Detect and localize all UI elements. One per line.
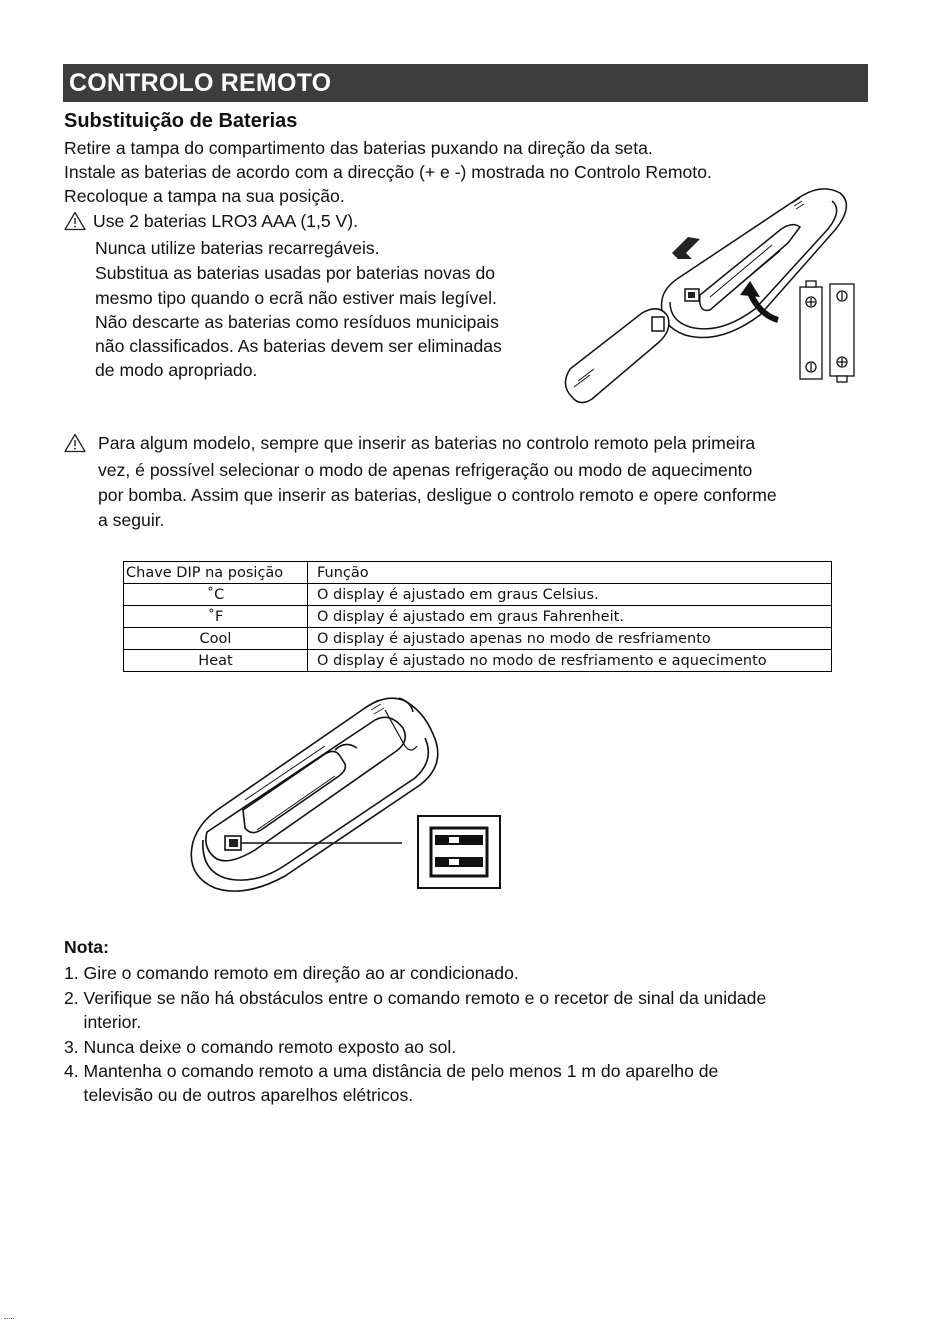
table-cell: ˚C: [124, 584, 308, 606]
dip-switch-table: [123, 561, 832, 672]
nota-item: 4. Mantenha o comando remoto a uma distância de pelo menos 1 m do aparelho de: [64, 1061, 719, 1081]
instruction-line: Recoloque a tampa na sua posição.: [64, 186, 345, 206]
table-cell: O display é ajustado em graus Fahrenheit.: [308, 606, 832, 628]
instruction-line: Retire a tampa do compartimento das baterias puxando na direção da seta.: [64, 138, 653, 158]
nota-title: Nota:: [64, 937, 109, 957]
table-row: [124, 584, 832, 606]
table-cell: O display é ajustado em graus Celsius.: [308, 584, 832, 606]
table-cell: ˚F: [124, 606, 308, 628]
table-row: [124, 628, 832, 650]
battery-cover-icon: [565, 309, 668, 403]
nota-item: 1. Gire o comando remoto em direção ao ar condicionado.: [64, 963, 519, 983]
remote-control-icon: [191, 698, 437, 891]
nota-item: 2. Verifique se não há obstáculos entre o comando remoto e o recetor de sinal da unidade: [64, 988, 767, 1008]
dip-switch-icon: [418, 816, 500, 888]
table-cell: Cool: [124, 628, 308, 650]
warning-line: mesmo tipo quando o ecrã não estiver mais legível.: [95, 288, 497, 308]
warning-triangle-icon: [64, 211, 86, 231]
arrow-left-icon: [664, 237, 700, 259]
table-row: [124, 606, 832, 628]
column-header: Função: [308, 562, 832, 584]
note-line: a seguir.: [98, 510, 165, 530]
column-header: Chave DIP na posição: [124, 562, 308, 584]
warning-line: não classificados. As baterias devem ser eliminadas: [95, 336, 502, 356]
table-cell: O display é ajustado apenas no modo de resfriamento: [308, 628, 832, 650]
page-title: CONTROLO REMOTO: [69, 69, 332, 97]
table-row: [124, 650, 832, 672]
warning-line: de modo apropriado.: [95, 360, 258, 380]
note-line: por bomba. Assim que inserir as baterias, desligue o controlo remoto e opere conforme: [98, 485, 777, 505]
table-cell: Heat: [124, 650, 308, 672]
warning-line: Substitua as baterias usadas por baterias novas do: [95, 263, 496, 283]
warning-line: Não descarte as baterias como resíduos municipais: [95, 312, 499, 332]
header-bar: [63, 64, 868, 102]
battery-icon: [800, 281, 822, 379]
note-line: vez, é possível selecionar o modo de apenas refrigeração ou modo de aquecimento: [98, 460, 753, 480]
warning-text: Use 2 baterias LRO3 AAA (1,5 V).: [93, 211, 359, 231]
table-cell: O display é ajustado no modo de resfriamento e aquecimento: [308, 650, 832, 672]
instruction-line: Instale as baterias de acordo com a direcção (+ e -) mostrada no Controlo Remoto.: [64, 162, 712, 182]
nota-item: 3. Nunca deixe o comando remoto exposto ao sol.: [64, 1037, 457, 1057]
remote-battery-illustration: [560, 185, 870, 410]
battery-icon: [830, 284, 854, 382]
warning-triangle-icon: [64, 433, 86, 453]
note-line: Para algum modelo, sempre que inserir as baterias no controlo remoto pela primeira: [98, 433, 756, 453]
nota-item: televisão ou de outros aparelhos elétricos.: [64, 1085, 414, 1105]
page-footer-mark: [4, 1318, 14, 1319]
dip-switch-illustration: [185, 690, 505, 900]
nota-item: interior.: [64, 1012, 142, 1032]
section-title-battery: Substituição de Baterias: [64, 110, 298, 132]
warning-line: Nunca utilize baterias recarregáveis.: [95, 238, 380, 258]
table-header-row: [124, 562, 832, 584]
